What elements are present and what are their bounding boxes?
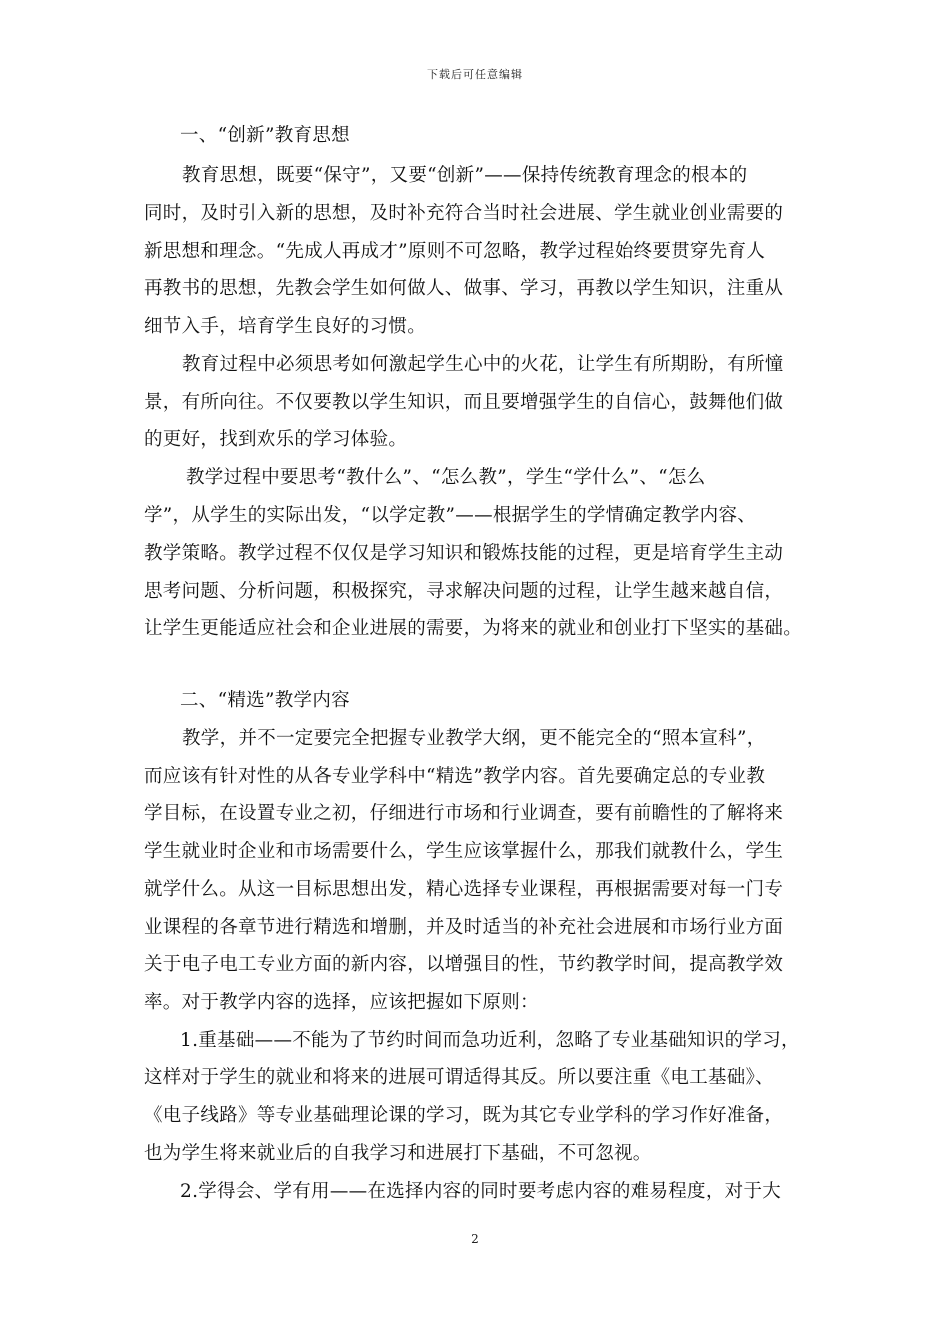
paragraph-line: 而应该有针对性的从各专业学科中“精选”教学内容。首先要确定总的专业教 [144,766,766,787]
paragraph-line: 这样对于学生的就业和将来的进展可谓适得其反。所以要注重《电工基础》、 [144,1067,774,1088]
paragraph-line: 关于电子电工专业方面的新内容，以增强目的性，节约教学时间，提高教学效 [144,954,784,975]
paragraph-line: 景，有所向往。不仅要教以学生知识，而且要增强学生的自信心，鼓舞他们做 [144,392,784,413]
paragraph-line: 让学生更能适应社会和企业进展的需要，为将来的就业和创业打下坚实的基础。 [144,618,803,639]
paragraph-line: 教学策略。教学过程不仅仅是学习知识和锻炼技能的过程，更是培育学生主动 [144,543,784,564]
list-item-line: 2.学得会、学有用——在选择内容的同时要考虑内容的难易程度，对于大 [180,1181,782,1202]
paragraph-line: 也为学生将来就业后的自我学习和进展打下基础，不可忽视。 [144,1143,652,1164]
paragraph-line: 教育思想，既要“保守”，又要“创新”——保持传统教育理念的根本的 [182,165,748,186]
paragraph-line: 的更好，找到欢乐的学习体验。 [144,429,408,450]
paragraph-line: 学生就业时企业和市场需要什么，学生应该掌握什么，那我们就教什么，学生 [144,841,784,862]
paragraph-line: 业课程的各章节进行精选和增删，并及时适当的补充社会进展和市场行业方面 [144,917,784,938]
section-heading: 一、“创新”教育思想 [180,125,350,146]
paragraph-line: 率。对于教学内容的选择，应该把握如下原则： [144,992,539,1013]
paragraph-line: 《电子线路》等专业基础理论课的学习，既为其它专业学科的学习作好准备， [144,1105,784,1126]
section-heading: 二、“精选”教学内容 [180,690,350,711]
page-number: 2 [471,1232,479,1246]
paragraph-line: 细节入手，培育学生良好的习惯。 [144,316,427,337]
paragraph-line: 再教书的思想，先教会学生如何做人、做事、学习，再教以学生知识，注重从 [144,278,784,299]
paragraph-line: 同时，及时引入新的思想，及时补充符合当时社会进展、学生就业创业需要的 [144,203,784,224]
paragraph-line: 新思想和理念。“先成人再成才”原则不可忽略，教学过程始终要贯穿先育人 [144,241,766,262]
paragraph-line: 思考问题、分析问题，积极探究，寻求解决问题的过程，让学生越来越自信， [144,581,784,602]
paragraph-line: 学目标，在设置专业之初，仔细进行市场和行业调查，要有前瞻性的了解将来 [144,803,784,824]
list-item-line: 1.重基础——不能为了节约时间而急功近利，忽略了专业基础知识的学习， [180,1030,800,1051]
paragraph-line: 教育过程中必须思考如何激起学生心中的火花，让学生有所期盼，有所憧 [182,354,784,375]
paragraph-line: 教学过程中要思考“教什么”、“怎么教”，学生“学什么”、“怎么 [186,467,706,488]
page-header: 下载后可任意编辑 [427,68,523,81]
paragraph-line: 就学什么。从这一目标思想出发，精心选择专业课程，再根据需要对每一门专 [144,879,784,900]
paragraph-line: 学”，从学生的实际出发，“以学定教”——根据学生的学情确定教学内容、 [144,505,757,526]
paragraph-line: 教学，并不一定要完全把握专业教学大纲，更不能完全的“照本宣科”， [182,728,766,749]
